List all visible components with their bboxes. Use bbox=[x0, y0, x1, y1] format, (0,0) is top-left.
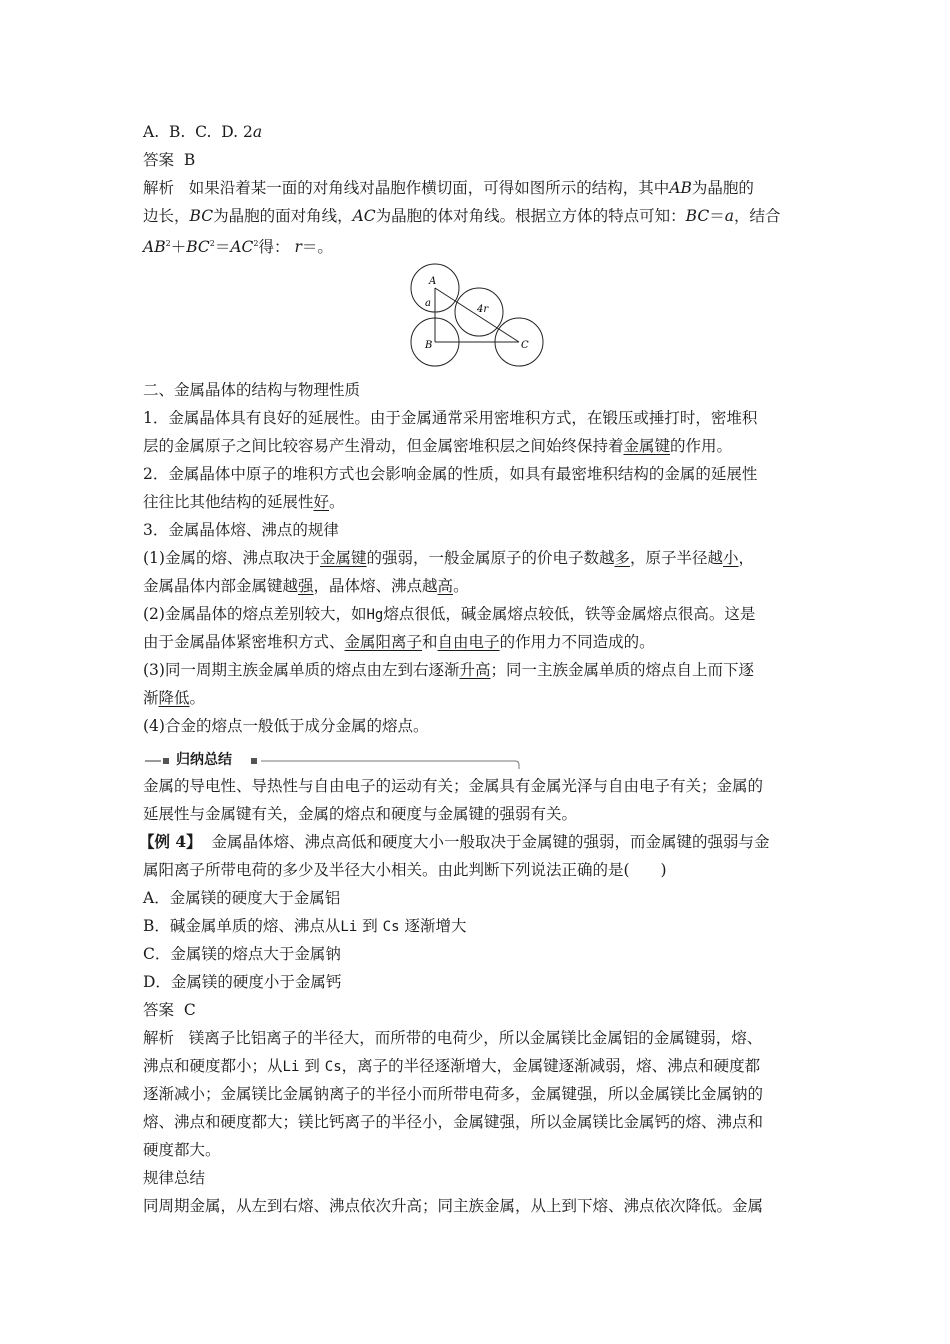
sub-2-line-2 bbox=[143, 632, 823, 652]
answer-1 bbox=[143, 150, 823, 170]
text: ，结合 bbox=[733, 207, 781, 225]
element-cs: Cs bbox=[382, 919, 400, 935]
text: 的作用。 bbox=[670, 437, 733, 455]
rule-label: 规律总结 bbox=[143, 1169, 206, 1187]
underlined-term: 好 bbox=[313, 493, 330, 511]
answer-label: 答案 bbox=[143, 151, 175, 169]
text: ＝ bbox=[709, 207, 725, 225]
example-option-c: C．金属镁的熔点大于金属钠 bbox=[143, 945, 341, 963]
answer-2 bbox=[143, 1000, 823, 1020]
text: 边长， bbox=[143, 207, 190, 225]
text: ，晶体熔、沸点越 bbox=[313, 577, 438, 595]
analysis-1-line-1 bbox=[143, 178, 823, 198]
analysis-2-line-2 bbox=[143, 1056, 823, 1077]
analysis-2-line-3: 逐渐减小；金属镁比金属钠离子的半径小而所带电荷多，金属键强，所以金属镁比金属钠的 bbox=[143, 1085, 764, 1103]
option-d-var: a bbox=[252, 123, 263, 141]
option-a: A. bbox=[143, 123, 160, 141]
text: 为晶胞的 bbox=[691, 179, 754, 197]
text: 沸点和硬度都小；从 bbox=[143, 1057, 283, 1075]
text: 如果沿着某一面的对角线对晶胞作横切面，可得如图所示的结构，其中 bbox=[188, 179, 670, 197]
var-bc: BC bbox=[685, 207, 710, 225]
text: 。 bbox=[453, 577, 469, 595]
text: (2)金属晶体的熔点差别较大，如 bbox=[143, 605, 367, 623]
text: ，原子半径越 bbox=[630, 549, 724, 567]
var-ac: AC bbox=[352, 207, 376, 225]
element-li: Li bbox=[282, 1059, 300, 1075]
text: ， bbox=[738, 549, 755, 567]
point-1-line-2 bbox=[143, 436, 823, 456]
analysis-label: 解析 bbox=[143, 179, 175, 197]
sub-3-line-2 bbox=[143, 688, 823, 708]
text: 往往比其他结构的延展性 bbox=[143, 493, 314, 511]
example-tag: 【例 4】 bbox=[139, 832, 202, 851]
option-d: D. 2 bbox=[221, 123, 253, 141]
example-4-line-2: 属阳离子所带电荷的多少及半径大小相关。由此判断下列说法正确的是( ) bbox=[143, 861, 667, 879]
underlined-term: 降低 bbox=[158, 689, 190, 707]
label-B: B bbox=[425, 340, 433, 351]
analysis-2-line-4: 熔、沸点和硬度都大；镁比钙离子的半径小，金属键强，所以金属镁比金属钙的熔、沸点和 bbox=[143, 1113, 764, 1131]
sub-2-line-1 bbox=[143, 604, 823, 625]
var-r: r bbox=[294, 238, 302, 257]
text: 到 bbox=[362, 917, 378, 935]
text: 到 bbox=[304, 1057, 320, 1075]
text: 为晶胞的体对角线。根据立方体的特点可知： bbox=[375, 207, 686, 225]
question-options bbox=[143, 122, 823, 142]
text: ；同一主族金属单质的熔点自上而下逐 bbox=[490, 661, 754, 679]
option-b: B. bbox=[168, 123, 186, 141]
analysis-2-line-1 bbox=[143, 1028, 823, 1048]
answer-label: 答案 bbox=[143, 1001, 175, 1019]
summary-line-2: 延展性与金属键有关，金属的熔点和硬度与金属键的强弱有关。 bbox=[143, 805, 578, 823]
option-c: C. bbox=[195, 123, 212, 141]
sup: 2 bbox=[165, 239, 171, 248]
underlined-term: 金属阳离子 bbox=[344, 633, 423, 651]
text: 金属晶体熔、沸点高低和硬度大小一般取决于金属键的强弱，而金属键的强弱与金 bbox=[211, 833, 770, 851]
example-4-line-1 bbox=[139, 832, 819, 852]
text: 逐渐增大 bbox=[404, 917, 467, 935]
text: (1)金属的熔、沸点取决于 bbox=[143, 549, 320, 567]
element-hg: Hg bbox=[366, 607, 384, 623]
analysis-label: 解析 bbox=[143, 1029, 175, 1047]
text: ＝。 bbox=[301, 238, 333, 257]
text: (3)同一周期主族金属单质的熔点由左到右逐渐 bbox=[143, 661, 460, 679]
var-a: a bbox=[724, 207, 734, 225]
example-option-b bbox=[143, 916, 823, 937]
text: 熔点很低，碱金属熔点较低，铁等金属熔点很高。这是 bbox=[383, 605, 756, 623]
element-li: Li bbox=[340, 919, 358, 935]
text: 为晶胞的面对角线， bbox=[213, 207, 353, 225]
text: ＋ bbox=[170, 238, 187, 257]
var-ac: AC bbox=[230, 238, 254, 257]
label-C: C bbox=[521, 340, 529, 351]
var-bc: BC bbox=[186, 238, 210, 257]
sup: 2 bbox=[253, 239, 259, 248]
summary-label: 归纳总结 bbox=[176, 752, 232, 768]
summary-line-1: 金属的导电性、导热性与自由电子的运动有关；金属具有金属光泽与自由电子有关；金属的 bbox=[143, 777, 764, 795]
var-ab: AB bbox=[143, 238, 166, 257]
text: 的作用力不同造成的。 bbox=[499, 633, 655, 651]
text: ＝ bbox=[214, 238, 231, 257]
text: ，离子的半径逐渐增大，金属键逐渐减弱，熔、沸点和硬度都 bbox=[341, 1057, 761, 1075]
point-2-line-1: 2．金属晶体中原子的堆积方式也会影响金属的性质，如具有最密堆积结构的金属的延展性 bbox=[143, 465, 758, 483]
underlined-term: 升高 bbox=[459, 661, 491, 679]
text: 。 bbox=[189, 689, 206, 707]
underlined-term: 自由电子 bbox=[437, 633, 500, 651]
underlined-term: 多 bbox=[614, 549, 631, 567]
underlined-term: 强 bbox=[298, 577, 314, 595]
underlined-term: 高 bbox=[437, 577, 454, 595]
analysis-1-line-3 bbox=[143, 234, 823, 257]
sub-4: (4)合金的熔点一般低于成分金属的熔点。 bbox=[143, 717, 429, 735]
underlined-term: 金属键 bbox=[319, 549, 367, 567]
var-ab: AB bbox=[669, 179, 692, 197]
example-option-d: D．金属镁的硬度小于金属钙 bbox=[143, 973, 342, 991]
edge-ac bbox=[435, 288, 519, 342]
text: 。 bbox=[329, 493, 345, 511]
answer-value: B bbox=[183, 151, 196, 169]
text: 得： bbox=[258, 238, 290, 257]
label-4r: 4r bbox=[477, 304, 489, 315]
underlined-term: 小 bbox=[723, 549, 739, 567]
sub-1-line-1 bbox=[143, 548, 823, 568]
crystal-cross-section-figure bbox=[405, 262, 550, 370]
sub-3-line-1 bbox=[143, 660, 823, 680]
rule-line-1: 同周期金属，从左到右熔、沸点依次升高；同主族金属，从上到下熔、沸点依次降低。金属 bbox=[143, 1197, 764, 1215]
sup: 2 bbox=[209, 239, 215, 248]
section-2-title: 二、金属晶体的结构与物理性质 bbox=[143, 381, 361, 399]
analysis-1-line-2 bbox=[143, 206, 823, 226]
point-3-title: 3．金属晶体熔、沸点的规律 bbox=[143, 521, 339, 539]
text: 和 bbox=[422, 633, 438, 651]
example-option-a: A．金属镁的硬度大于金属铝 bbox=[143, 889, 341, 907]
text: 层的金属原子之间比较容易产生滑动，但金属密堆积层之间始终保持着 bbox=[143, 437, 624, 455]
point-1-line-1: 1．金属晶体具有良好的延展性。由于金属通常采用密堆积方式，在锻压或捶打时，密堆积 bbox=[143, 409, 758, 427]
text: 由于金属晶体紧密堆积方式、 bbox=[143, 633, 345, 651]
element-cs: Cs bbox=[324, 1059, 342, 1075]
answer-value: C bbox=[183, 1001, 196, 1019]
text: B．碱金属单质的熔、沸点从 bbox=[143, 917, 341, 935]
var-bc: BC bbox=[189, 207, 214, 225]
text: 的强弱，一般金属原子的价电子数越 bbox=[366, 549, 615, 567]
analysis-2-line-5: 硬度都大。 bbox=[143, 1141, 221, 1159]
text: 镁离子比铝离子的半径大，而所带的电荷少，所以金属镁比金属铝的金属键弱，熔、 bbox=[188, 1029, 763, 1047]
label-a: a bbox=[425, 298, 431, 309]
text: 渐 bbox=[143, 689, 159, 707]
text: 金属晶体内部金属键越 bbox=[143, 577, 299, 595]
sub-1-line-2 bbox=[143, 576, 823, 596]
point-2-line-2 bbox=[143, 492, 823, 512]
label-A: A bbox=[429, 276, 437, 287]
underlined-term: 金属键 bbox=[623, 437, 671, 455]
